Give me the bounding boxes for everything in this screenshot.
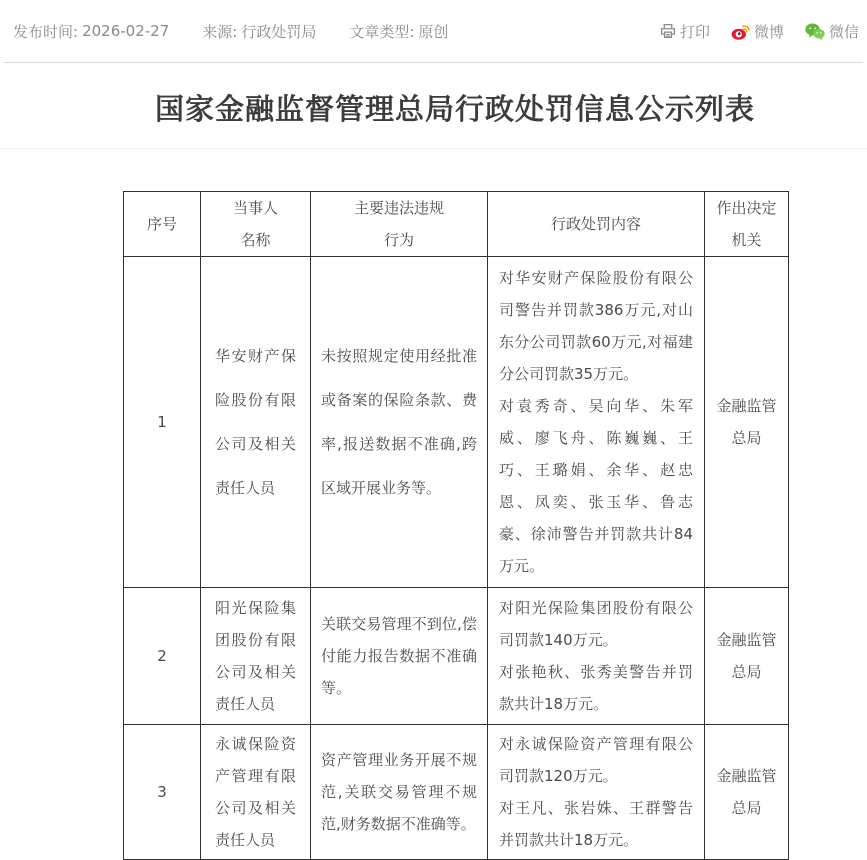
article-type-value: 原创 <box>418 22 449 41</box>
cell-violation: 资产管理业务开展不规范,关联交易管理不规范,财务数据不准确等。 <box>311 725 488 860</box>
title-section <box>0 63 867 148</box>
print-label: 打印 <box>679 22 710 41</box>
table-section <box>123 191 867 860</box>
article-type <box>349 21 448 42</box>
source-label: 来源: <box>202 22 238 41</box>
meta-bar <box>0 0 867 62</box>
penalty-paragraph: 对袁秀奇、吴向华、朱军威、廖飞舟、陈巍巍、王巧、王璐娟、余华、赵忠恩、凤奕、张玉华、鲁志豪、徐沛警告并罚款共计84万元。 <box>499 397 693 575</box>
header-party: 当事人 名称 <box>201 192 311 257</box>
meta-left-group <box>13 21 448 42</box>
article-type-label: 文章类型: <box>349 22 415 41</box>
penalty-paragraph: 对永诚保险资产管理有限公司罚款120万元。 <box>499 735 693 785</box>
share-group <box>659 21 859 42</box>
cell-party: 永诚保险资产管理有限公司及相关责任人员 <box>201 725 311 860</box>
weibo-icon <box>730 21 751 42</box>
cell-party: 华安财产保险股份有限公司及相关责任人员 <box>201 257 311 588</box>
cell-index: 2 <box>124 588 201 725</box>
cell-violation: 未按照规定使用经批准或备案的保险条款、费率,报送数据不准确,跨区域开展业务等。 <box>311 257 488 588</box>
weibo-label: 微博 <box>753 22 784 41</box>
cell-index: 3 <box>124 725 201 860</box>
penalty-paragraph: 对王凡、张岩姝、王群警告并罚款共计18万元。 <box>499 799 693 849</box>
cell-authority: 金融监管总局 <box>705 725 789 860</box>
wechat-icon <box>804 21 826 42</box>
header-violation: 主要违法违规 行为 <box>311 192 488 257</box>
cell-party: 阳光保险集团股份有限公司及相关责任人员 <box>201 588 311 725</box>
wechat-share-button[interactable] <box>804 21 859 42</box>
print-button[interactable] <box>659 21 710 42</box>
cell-authority: 金融监管总局 <box>705 257 789 588</box>
page-title: 国家金融监督管理总局行政处罚信息公示列表 <box>154 92 755 126</box>
cell-penalty <box>488 257 705 588</box>
weibo-share-button[interactable] <box>730 21 784 42</box>
publish-time-value: 2026-02-27 <box>82 22 170 40</box>
source-value: 行政处罚局 <box>241 22 317 41</box>
table-row <box>124 257 789 588</box>
header-penalty: 行政处罚内容 <box>488 192 705 257</box>
cell-penalty <box>488 588 705 725</box>
penalty-paragraph: 对张艳秋、张秀美警告并罚款共计18万元。 <box>499 663 693 713</box>
penalty-paragraph: 对阳光保险集团股份有限公司罚款140万元。 <box>499 599 693 649</box>
penalty-table <box>123 191 789 860</box>
printer-icon <box>659 22 677 40</box>
cell-authority: 金融监管总局 <box>705 588 789 725</box>
table-row <box>124 725 789 860</box>
header-authority: 作出决定 机关 <box>705 192 789 257</box>
penalty-paragraph: 对华安财产保险股份有限公司警告并罚款386万元,对山东分公司罚款60万元,对福建分公司罚款35万元。 <box>499 269 693 383</box>
table-row <box>124 588 789 725</box>
cell-penalty <box>488 725 705 860</box>
publish-time-label: 发布时间: <box>13 22 79 41</box>
wechat-label: 微信 <box>828 22 859 41</box>
cell-index: 1 <box>124 257 201 588</box>
publish-time <box>13 21 169 42</box>
source <box>202 21 316 42</box>
table-header-row <box>124 192 789 257</box>
cell-violation: 关联交易管理不到位,偿付能力报告数据不准确等。 <box>311 588 488 725</box>
header-index: 序号 <box>124 192 201 257</box>
